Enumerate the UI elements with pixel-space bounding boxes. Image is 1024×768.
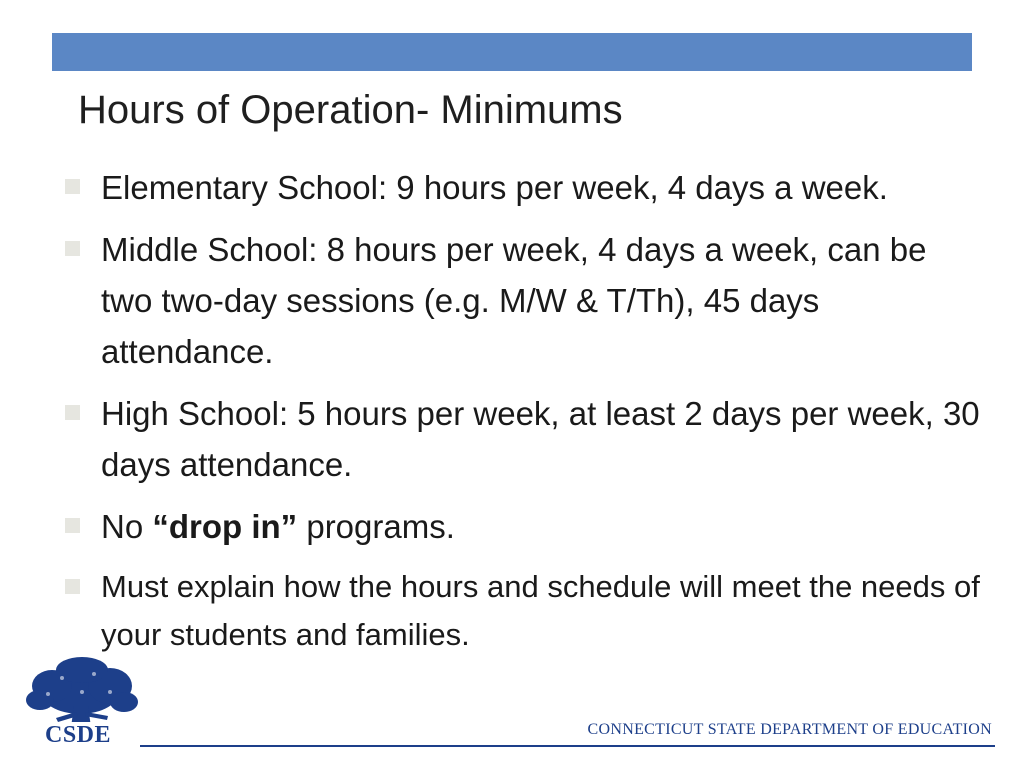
- bullet-text: Elementary School: 9 hours per week, 4 days a week.: [101, 169, 888, 206]
- square-bullet-icon: [65, 518, 80, 533]
- bullet-text-suffix: programs.: [297, 508, 455, 545]
- bullet-drop-in: [60, 501, 980, 552]
- bullet-text: Middle School: 8 hours per week, 4 days a week, can be two two-day sessions (e.g. M/W & T/Th), 45 days attendance.: [101, 231, 927, 370]
- square-bullet-icon: [65, 579, 80, 594]
- bullet-middle: [60, 224, 980, 377]
- bullet-elementary: [60, 162, 980, 213]
- square-bullet-icon: [65, 241, 80, 256]
- footer-organization-name: CONNECTICUT STATE DEPARTMENT OF EDUCATION: [587, 721, 992, 738]
- square-bullet-icon: [65, 179, 80, 194]
- bullet-list: [60, 162, 980, 670]
- bullet-high: [60, 388, 980, 490]
- bullet-text: High School: 5 hours per week, at least 2 days per week, 30 days attendance.: [101, 395, 980, 483]
- square-bullet-icon: [65, 405, 80, 420]
- bullet-text-emphasis: “drop in”: [152, 508, 298, 545]
- bullet-text-prefix: No: [101, 508, 153, 545]
- top-accent-bar: [52, 33, 972, 71]
- bullet-text: Must explain how the hours and schedule will meet the needs of your students and families.: [101, 569, 980, 652]
- logo-wordmark: CSDE: [42, 722, 114, 748]
- slide-title: Hours of Operation- Minimums: [78, 88, 623, 132]
- bullet-schedule-explanation: [60, 563, 980, 659]
- footer-divider: [140, 745, 995, 747]
